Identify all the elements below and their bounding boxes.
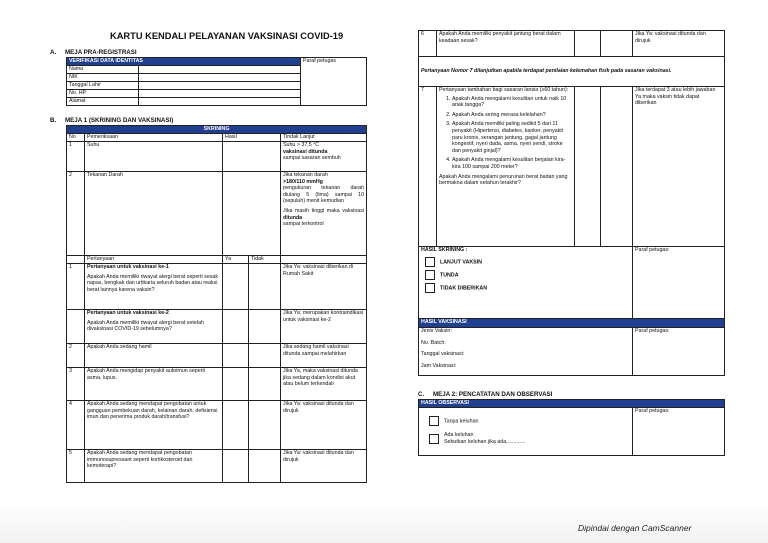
- tindak-text: sampai terkontrol: [283, 221, 324, 228]
- ya-label: Ya: [223, 256, 249, 264]
- row-no: 4: [67, 401, 85, 450]
- tindak-text: vaksinasi ditunda: [283, 148, 328, 155]
- option-tunda[interactable]: [425, 270, 630, 280]
- paraf-petugas-label: Paraf petugas:: [633, 408, 725, 456]
- option-label: Tanpa keluhan: [444, 418, 479, 425]
- checkbox[interactable]: [425, 270, 435, 280]
- option-label: LANJUT VAKSIN: [440, 259, 482, 265]
- section-b-heading: [50, 117, 250, 125]
- option-label: Ada keluhan: [444, 432, 474, 438]
- checkbox[interactable]: [429, 434, 439, 444]
- checkbox[interactable]: [425, 283, 435, 293]
- tidak-input[interactable]: [601, 31, 633, 57]
- option-tanpa-keluhan[interactable]: [429, 416, 630, 426]
- table-row: [67, 172, 367, 256]
- table-row: [67, 401, 367, 450]
- list-item: 1. Apakah Anda mengalami kesulitan untuk naik 10 anak tangga?: [452, 96, 572, 109]
- field-input[interactable]: [139, 82, 301, 90]
- row-no: 2: [67, 344, 85, 368]
- field-input[interactable]: [139, 74, 301, 82]
- row-no: 7: [419, 87, 437, 247]
- tidak-input[interactable]: [249, 344, 281, 368]
- camscanner-watermark: Dipindai dengan CamScanner: [578, 523, 692, 533]
- tidak-input[interactable]: [249, 450, 281, 483]
- ya-input[interactable]: [575, 31, 601, 57]
- tidak-input[interactable]: [249, 368, 281, 401]
- ya-input[interactable]: [223, 450, 249, 483]
- tindak-text: ditunda: [283, 214, 303, 221]
- section-a-letter: A.: [50, 49, 57, 56]
- row-no: 6: [419, 31, 437, 57]
- table-row: [67, 142, 367, 172]
- empty-cell: [281, 256, 367, 264]
- ya-input[interactable]: [575, 87, 601, 247]
- hasil-vaksinasi-header: HASIL VAKSINASI: [419, 319, 725, 328]
- skrining-header: SKRINING: [67, 126, 367, 134]
- question-text: Apakah Anda memiliki penyakit jantung berat dalam keadaan sesak?: [437, 31, 575, 57]
- ya-input[interactable]: [223, 368, 249, 401]
- col-pemeriksaan: Pemeriksaan: [85, 134, 223, 142]
- table-row: [67, 344, 367, 368]
- tindak-text: Jika Ya: vaksinasi ditunda dan dirujuk: [281, 450, 367, 483]
- field-input[interactable]: [139, 66, 301, 74]
- tidak-label: Tidak: [249, 256, 281, 264]
- observasi-table: [418, 399, 725, 456]
- question-text: Pertanyaan tambahan bagi sasaran lansia (≥60 tahun):: [439, 87, 569, 93]
- tindak-text: Jika masih tinggi maka vaksinasi: [283, 207, 365, 214]
- tindak-text: Jika Ya, maka vaksinasi ditunda jika sedang dalam kondisi akut atau belum terkendali: [281, 368, 367, 401]
- option-lanjut[interactable]: [425, 257, 630, 267]
- table-row: [419, 31, 725, 57]
- field-label: Jenis Vaksin:: [421, 328, 452, 334]
- field-label: Nama: [67, 66, 139, 74]
- option-label: TIDAK DIBERIKAN: [440, 285, 488, 291]
- col-no: No: [67, 134, 85, 142]
- option-ada-keluhan[interactable]: [429, 432, 630, 445]
- tindak-text: Jika Ya: vaksinasi ditunda dan dirujuk: [633, 31, 725, 57]
- hasil-input[interactable]: [223, 172, 281, 256]
- field-label: Tanggal Lahir: [67, 82, 139, 90]
- field-label: Alamat: [67, 98, 139, 106]
- table-row: [67, 368, 367, 401]
- list-item: 3. Apakah Anda memiliki paling sedikit 5 dari 11 penyakit (Hipertensi, diabetes, kanker, penyakit paru kronis, serangan jantung, gagal jantung kongestif, nyeri dada, asma, nyeri sendi, stroke dan penyakit ginjal)?: [452, 121, 572, 154]
- col-tindak: Tindak Lanjut: [281, 134, 367, 142]
- ya-input[interactable]: [223, 310, 249, 344]
- question-cell: [437, 87, 575, 247]
- continued-table: [418, 30, 725, 376]
- question-cell: [85, 310, 223, 344]
- list-item: 4. Apakah Anda mengalami kesulitan berjalan kira-kira 100 sampai 200 meter?: [452, 157, 572, 170]
- question-text: Apakah Anda memiliki riwayat alergi berat seperti sesak napas, bengkak dan urtikaria seluruh badan atau reaksi berat lainnya karena vaksin?: [87, 273, 219, 293]
- row-item: Suhu: [85, 142, 223, 172]
- question-text: Apakah Anda sedang mendapat pengobatan immunosupressant seperti kortikosteroid dan kemoterapi?: [85, 450, 223, 483]
- checkbox[interactable]: [425, 257, 435, 267]
- tindak-text: Suhu > 37,5 °C: [283, 142, 320, 148]
- field-label: NIK: [67, 74, 139, 82]
- tindak-text: Jika Ya: merupakan kontraindikasi untuk vaksinasi ke-2: [281, 310, 367, 344]
- document-title: KARTU KENDALI PELAYANAN VAKSINASI COVID-19: [110, 31, 344, 41]
- row-no: 2: [67, 172, 85, 256]
- question-text: Apakah Anda memiliki riwayat alergi berat setelah divaksinasi COVID-19 sebelumnya?: [87, 319, 204, 333]
- table-row: [67, 450, 367, 483]
- field-label: Tanggal vaksinasi:: [421, 351, 465, 358]
- tindak-text: pengukuran tekanan darah diulang 5 (lima) sampai 10 (sepuluh) menit kemudian: [283, 185, 365, 205]
- scan-background: [0, 500, 768, 543]
- tidak-input[interactable]: [249, 401, 281, 450]
- row-no: 3: [67, 368, 85, 401]
- tidak-input[interactable]: [249, 264, 281, 310]
- section-c-letter: C.: [418, 391, 425, 398]
- pertanyaan-label: Pertanyaan: [85, 256, 223, 264]
- option-label: TUNDA: [440, 272, 459, 278]
- field-input[interactable]: [139, 90, 301, 98]
- tindak-text: Jika tekanan darah: [283, 172, 328, 178]
- section-a-heading: [50, 49, 250, 57]
- option-label: Sebutkan keluhan jika ada,............: [444, 438, 526, 445]
- list-item: 2. Apakah Anda sering merasa kelelahan?: [452, 112, 572, 119]
- checkbox[interactable]: [429, 416, 439, 426]
- question-title: Pertanyaan untuk vaksinasi ke-1: [87, 264, 169, 270]
- hasil-input[interactable]: [223, 142, 281, 172]
- question-text: Apakah Anda mengalami penurunan berat badan yang bermakna dalam setahun terakhir?: [439, 173, 568, 187]
- tindak-cell: [281, 142, 367, 172]
- section-b-title: MEJA 1 (SKRINING DAN VAKSINASI): [65, 117, 174, 124]
- row-no: 5: [67, 450, 85, 483]
- col-hasil: Hasil: [223, 134, 281, 142]
- paraf-petugas-label: Paraf petugas:: [633, 247, 725, 319]
- row-no: 1: [67, 142, 85, 172]
- field-label: Jam Vaksinasi:: [421, 362, 457, 369]
- tindak-text: Jika terdapat 3 atau lebih jawaban Ya maka vaksin tidak dapat diberikan: [633, 87, 725, 247]
- tidak-input[interactable]: [601, 87, 633, 247]
- section-c-heading: [418, 391, 668, 399]
- ya-input[interactable]: [223, 264, 249, 310]
- ya-input[interactable]: [223, 401, 249, 450]
- paraf-petugas-label: Paraf petugas: [303, 58, 336, 64]
- paraf-petugas-cell: [301, 58, 367, 106]
- table-row: [67, 310, 367, 344]
- ya-input[interactable]: [223, 344, 249, 368]
- hasil-observasi-header: HASIL OBSERVASI: [419, 400, 725, 408]
- row-no: 1: [67, 264, 85, 310]
- tindak-text: Jika Ya: vaksinasi ditunda dan dirujuk: [281, 401, 367, 450]
- observasi-options: [419, 408, 633, 456]
- tindak-text: Jika Ya: vaksinasi diberikan di Rumah Sakit: [281, 264, 367, 310]
- identity-header: VERIFIKASI DATA IDENTITAS: [67, 58, 301, 66]
- section-c-title: MEJA 2: PENCATATAN DAN OBSERVASI: [433, 391, 553, 398]
- question-cell: [85, 264, 223, 310]
- paraf-petugas-label: Paraf petugas:: [633, 328, 725, 376]
- hasil-skrining-cell: [419, 247, 633, 319]
- row-item: Tekanan Darah: [85, 172, 223, 256]
- identity-table: [66, 57, 367, 106]
- vaksinasi-fields: [419, 328, 633, 376]
- question-title: Pertanyaan untuk vaksinasi ke-2: [87, 310, 169, 316]
- table-row: [419, 87, 725, 247]
- tidak-input[interactable]: [249, 310, 281, 344]
- question-text: Apakah Anda mengidap penyakit autoimun seperti asma, lupus.: [85, 368, 223, 401]
- question-text: Apakah Anda sedang mendapat pengobatan untuk gangguan pembekuan darah, kelainan darah, defisiensi imun dan penerima produk darah/transfusi?: [85, 401, 223, 450]
- skrining-table: [66, 125, 367, 483]
- lansia-note: Pertanyaan Nomor 7 dilanjutkan apabila terdapat penilaian kelemahan fisik pada sasaran vaksinasi.: [419, 57, 725, 87]
- field-label: No. HP: [67, 90, 139, 98]
- tindak-text: Jika sedang hamil vaksinasi ditunda sampai melahirkan: [281, 344, 367, 368]
- field-input[interactable]: [139, 98, 301, 106]
- empty-cell: [67, 310, 85, 344]
- empty-cell: [67, 256, 85, 264]
- tindak-text: sampai sasaran sembuh: [283, 155, 341, 162]
- lansia-question-list: [439, 96, 572, 171]
- tindak-cell: [281, 172, 367, 256]
- table-row: [67, 264, 367, 310]
- option-tidak[interactable]: [425, 283, 630, 293]
- question-text: Apakah Anda sedang hamil: [85, 344, 223, 368]
- tindak-text: >180/110 mmHg: [283, 178, 323, 185]
- hasil-skrining-label: HASIL SKRINING :: [421, 247, 468, 253]
- section-a-title: MEJA PRA-REGISTRASI: [65, 49, 137, 56]
- section-b-letter: B.: [50, 117, 57, 124]
- field-label: No. Batch:: [421, 339, 446, 346]
